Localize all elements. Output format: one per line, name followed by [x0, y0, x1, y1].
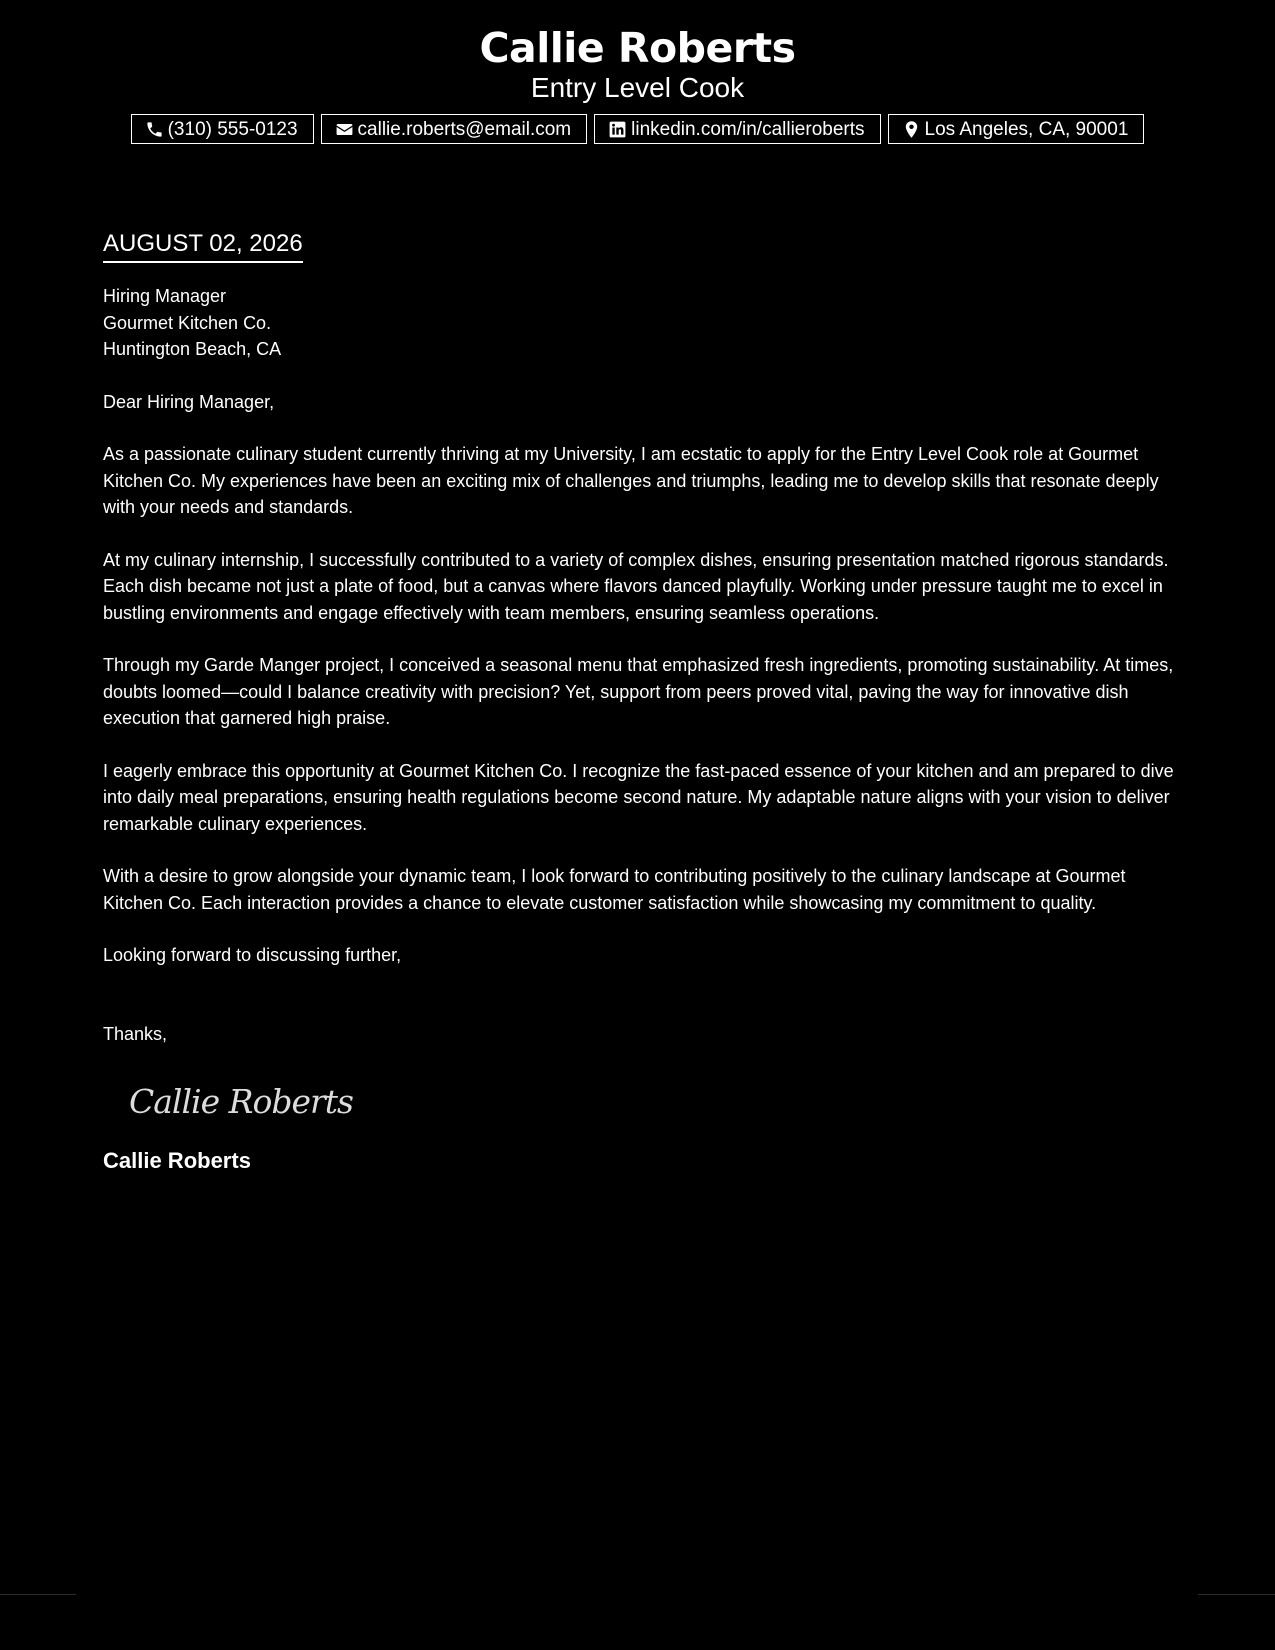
- recipient-block: [103, 283, 1178, 363]
- contact-location[interactable]: [888, 114, 1145, 144]
- linkedin-icon: [608, 120, 627, 139]
- contact-location-text: Los Angeles, CA, 90001: [924, 118, 1129, 140]
- contact-email-text: callie.roberts@email.com: [357, 118, 572, 140]
- footer-divider-left: [0, 1594, 76, 1595]
- body-paragraph: I eagerly embrace this opportunity at Gourmet Kitchen Co. I recognize the fast-paced essence of your kitchen and am prepared to dive into daily meal preparations, ensuring health regulations become second nature. My adaptable nature aligns with your vision to deliver remarkable culinary experiences.: [103, 760, 1174, 834]
- footer-divider-right: [1198, 1594, 1275, 1595]
- signed-name: Callie Roberts: [103, 1148, 251, 1173]
- phone-icon: [145, 120, 164, 139]
- map-pin-icon: [902, 120, 921, 139]
- contact-phone-text: (310) 555-0123: [167, 118, 298, 140]
- contact-email[interactable]: [321, 114, 588, 144]
- body-paragraph: With a desire to grow alongside your dynamic team, I look forward to contributing positively to the culinary landscape at Gourmet Kitchen Co. Each interaction provides a chance to elevate customer satisfaction while showcasing my commitment to quality.: [103, 866, 1126, 913]
- recipient-line: Hiring Manager: [103, 286, 227, 306]
- body-paragraph: Through my Garde Manger project, I conceived a seasonal menu that emphasized fresh ingredients, promoting sustainability. At times, doubts loomed—could I balance creativity with precision? Yet, support from peers proved vital, paving the way for innovative dish execution that garnered high praise.: [103, 655, 1174, 728]
- contact-bar: [0, 114, 1275, 144]
- closing: Thanks,: [103, 1023, 168, 1044]
- body-paragraph: At my culinary internship, I successfully contributed to a variety of complex dishes, ensuring presentation matched rigorous standards. Each dish became not just a plate of food, but a canvas where flavors danced playfully. Working under pressure taught me to excel in bustling environments and engage effectively with team members, ensuring seamless operations.: [103, 549, 1169, 623]
- letter-body: [103, 228, 1178, 1175]
- envelope-icon: [335, 120, 354, 139]
- signature-text: Callie Roberts: [129, 1082, 353, 1121]
- recipient-line: Gourmet Kitchen Co.: [103, 312, 272, 333]
- body-paragraph: As a passionate culinary student currently thriving at my University, I am ecstatic to apply for the Entry Level Cook role at Gourmet Kitchen Co. My experiences have been an exciting mix of challenges and triumphs, leading me to develop skills that resonate deeply with your needs and standards.: [103, 444, 1159, 517]
- letter-header: [0, 22, 1275, 105]
- sign-off: Looking forward to discussing further,: [103, 945, 402, 965]
- applicant-title: Entry Level Cook: [530, 72, 745, 103]
- contact-linkedin[interactable]: [594, 114, 880, 144]
- letter-date: AUGUST 02, 2026: [103, 228, 303, 263]
- handwritten-signature: [127, 1077, 1178, 1125]
- recipient-line: Huntington Beach, CA: [103, 339, 282, 359]
- contact-linkedin-text: linkedin.com/in/callieroberts: [631, 118, 865, 140]
- applicant-name: Callie Roberts: [479, 24, 796, 72]
- salutation: Dear Hiring Manager,: [103, 391, 275, 412]
- contact-phone[interactable]: [131, 114, 314, 144]
